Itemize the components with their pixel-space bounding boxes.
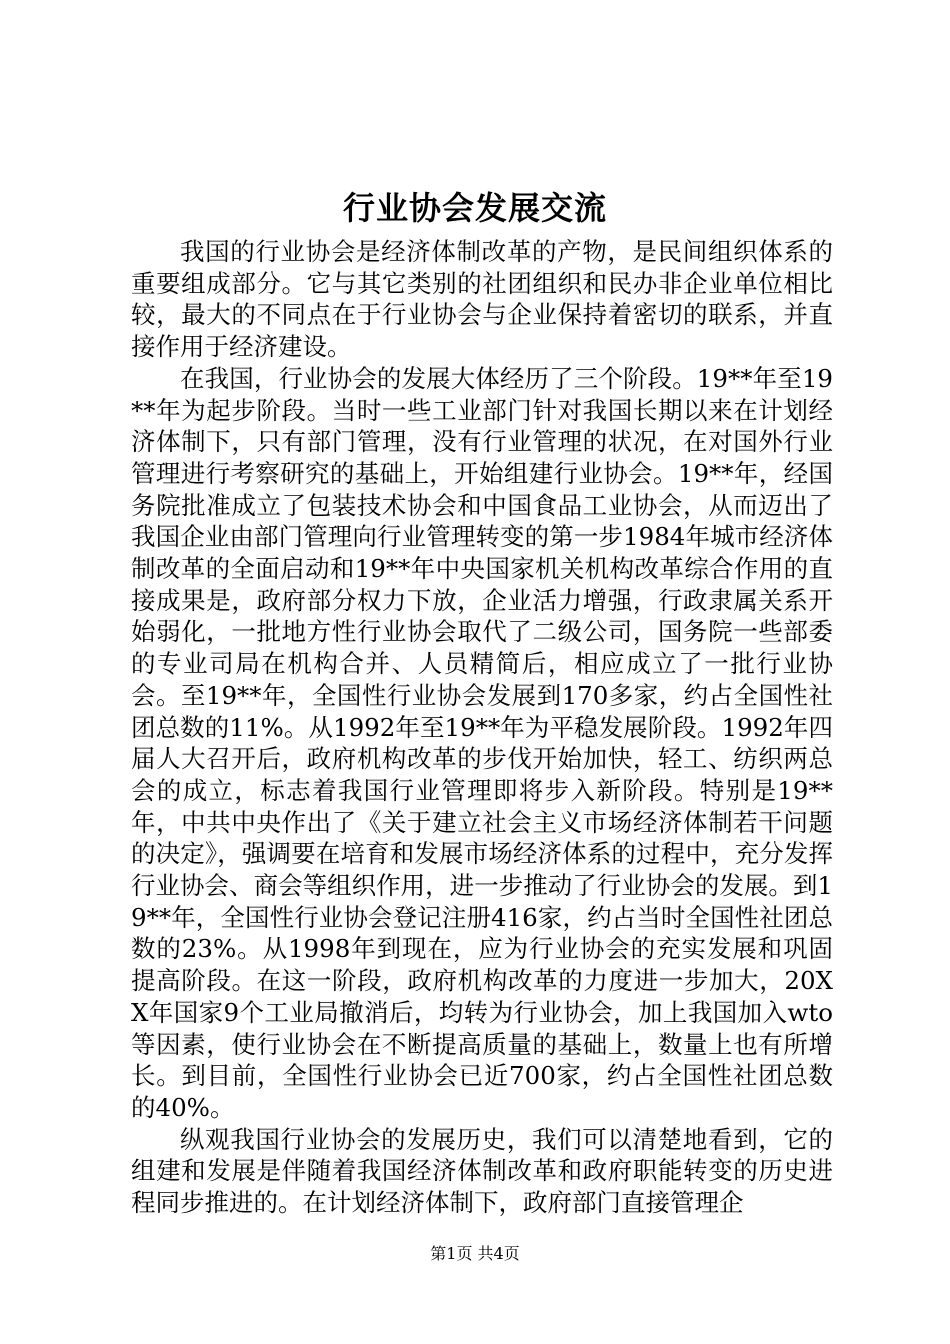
paragraph-history: 在我国，行业协会的发展大体经历了三个阶段。19**年至19**年为起步阶段。当时一些工业部门针对我国长期以来在计划经济体制下，只有部门管理，没有行业管理的状况，在对国外行业管理进行考察研究的基础上，开始组建行业协会。19**年，经国务院批准成立了包装技术协会和中国食品工业协会，从而迈出了我国企业由部门管理向行业管理转变的第一步1984年城市经济体制改革的全面启动和19**年中央国家机关机构改革综合作用的直接成果是，政府部分权力下放，企业活力增强，行政隶属关系开始弱化，一批地方性行业协会取代了二级公司，国务院一些部委的专业司局在机构合并、人员精简后，相应成立了一批行业协会。至19**年，全国性行业协会发展到170多家，约占全国性社团总数的11%。从1992年至19**年为平稳发展阶段。1992年四届人大召开后，政府机构改革的步伐开始加快，轻工、纺织两总会的成立，标志着我国行业管理即将步入新阶段。特别是19**年，中共中央作出了《关于建立社会主义市场经济体制若干问题的决定》，强调要在培育和发展市场经济体系的过程中，充分发挥行业协会、商会等组织作用，进一步推动了行业协会的发展。到19**年，全国性行业协会登记注册416家，约占当时全国性社团总数的23%。从1998年到现在，应为行业协会的充实发展和巩固提高阶段。在这一阶段，政府机构改革的力度进一步加大，20XX年国家9个工业局撤消后，均转为行业协会，加上我国加入wto等因素，使行业协会在不断提高质量的基础上，数量上也有所增长。到目前，全国性行业协会已近700家，约占全国性社团总数的40%。 <box>131 363 833 1122</box>
paragraph-intro: 我国的行业协会是经济体制改革的产物，是民间组织体系的重要组成部分。它与其它类别的社团组织和民办非企业单位相比较，最大的不同点在于行业协会与企业保持着密切的联系，并直接作用于经济建设。 <box>131 237 833 362</box>
paragraph-overview: 纵观我国行业协会的发展历史，我们可以清楚地看到，它的组建和发展是伴随着我国经济体制改革和政府职能转变的历史进程同步推进的。在计划经济体制下，政府部门直接管理企 <box>131 1124 833 1218</box>
page-number-footer: 第1页 共4页 <box>430 1244 520 1263</box>
document-body <box>131 236 833 1219</box>
document-title: 行业协会发展交流 <box>342 189 607 227</box>
